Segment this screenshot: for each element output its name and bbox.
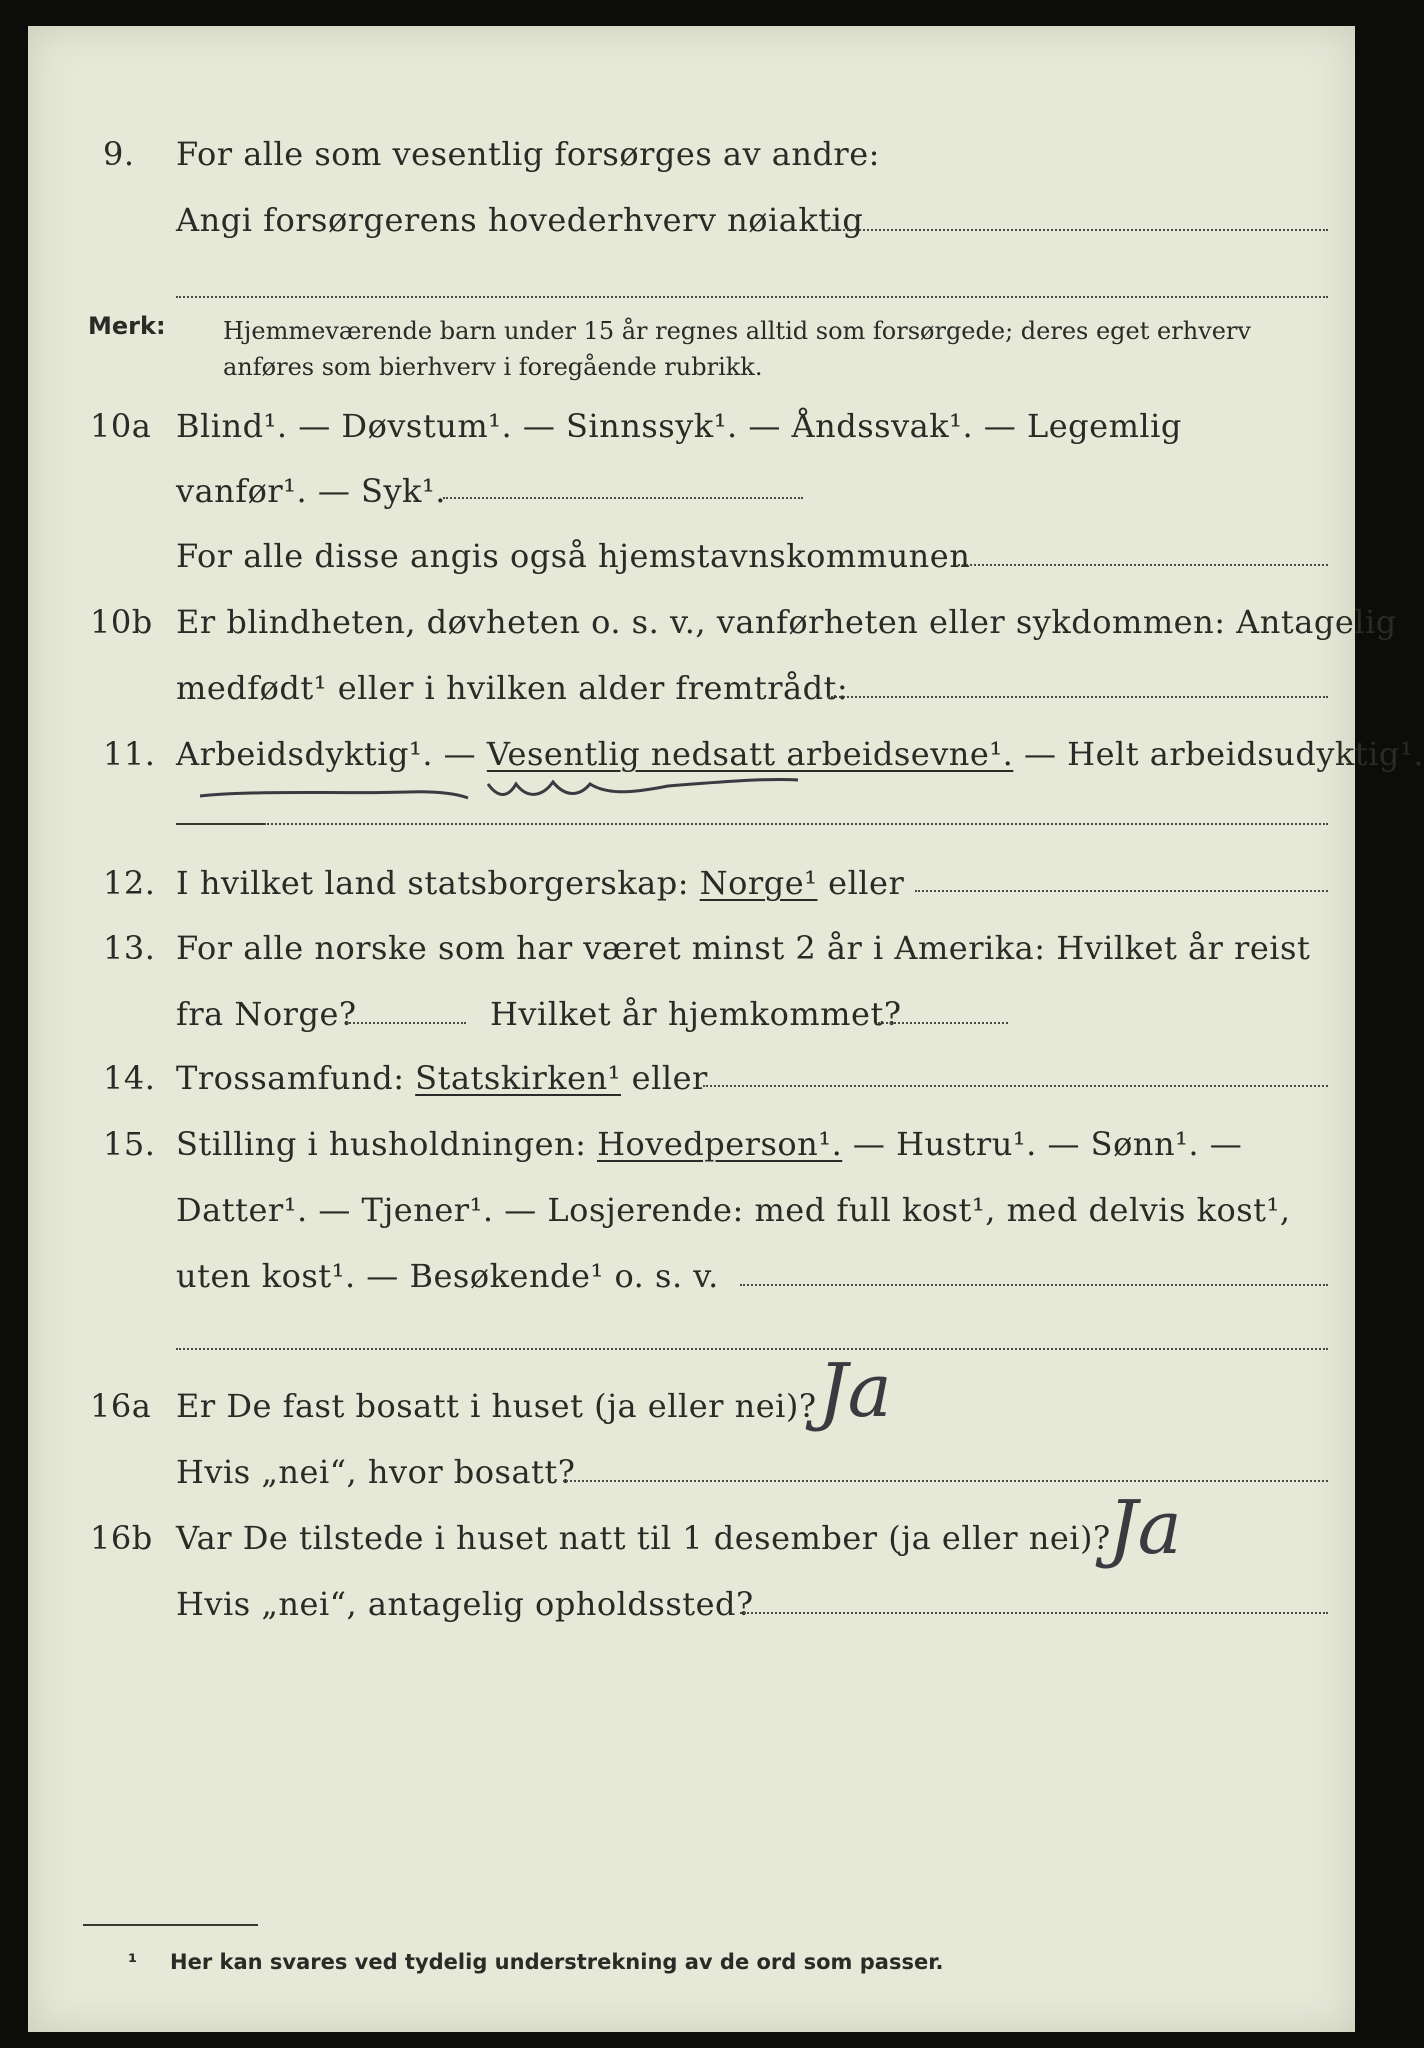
q9-line2: Angi forsørgerens hovederhverv nøiaktig — [176, 201, 864, 239]
q12-opt-norge[interactable]: Norge¹ — [699, 864, 818, 902]
q16b-number: 16b — [90, 1519, 153, 1557]
q10a-number: 10a — [90, 407, 152, 445]
q15-line1-rest: — Hustru¹. — Sønn¹. — — [842, 1125, 1243, 1163]
q11-opt-nedsatt[interactable]: Vesentlig nedsatt arbeidsevne¹. — [486, 735, 1014, 773]
q16a-number: 16a — [90, 1387, 152, 1425]
q15-line3: uten kost¹. — Besøkende¹ o. s. v. — [176, 1257, 719, 1295]
q15-line1 — [176, 1122, 1242, 1166]
q15-stilling-field-2[interactable] — [176, 1348, 1328, 1350]
q10b-line2: medfødt¹ eller i hvilken alder fremtrådt: — [176, 669, 849, 707]
q13-number: 13. — [103, 929, 156, 967]
q16b-opholdssted-field[interactable] — [740, 1612, 1328, 1614]
merk-line2: anføres som bierhverv i foregående rubrikk. — [223, 353, 763, 381]
q13-line2a: fra Norge? — [176, 995, 357, 1033]
q13-hjemkommet-field[interactable] — [878, 1022, 1008, 1024]
q14-number: 14. — [103, 1059, 156, 1097]
q11-sep: — — [433, 735, 487, 773]
q11-number: 11. — [103, 735, 156, 773]
q16a-bosatt-field[interactable] — [563, 1480, 1328, 1482]
q10a-line1: Blind¹. — Døvstum¹. — Sinnssyk¹. — Åndssvak¹. — Legemlig — [176, 407, 1182, 445]
q16a-handwritten-answer[interactable]: Ja — [818, 1348, 892, 1434]
q12-line — [176, 861, 904, 905]
q10a-line3: For alle disse angis også hjemstavnskommunen — [176, 537, 971, 575]
q16b-line2: Hvis „nei“, antagelig opholdssted? — [176, 1585, 754, 1623]
q12-text: I hvilket land statsborgerskap: — [176, 864, 689, 902]
merk-label: Merk: — [88, 312, 166, 340]
q13-line1: For alle norske som har været minst 2 år i Amerika: Hvilket år reist — [176, 929, 1311, 967]
census-form-page — [28, 26, 1424, 2032]
q15-line2: Datter¹. — Tjener¹. — Losjerende: med full kost¹, med delvis kost¹, — [176, 1191, 1291, 1229]
q14-opt-statskirken[interactable]: Statskirken¹ — [415, 1059, 621, 1097]
q12-tail: eller — [828, 864, 905, 902]
q11-opt-arbeidsdyktig[interactable]: Arbeidsdyktig¹. — [176, 735, 433, 773]
q10a-hjemstavn-field[interactable] — [958, 564, 1328, 566]
q9-answer-field[interactable] — [828, 229, 1328, 231]
q10a-line2: vanfør¹. — Syk¹. — [176, 472, 446, 510]
q14-text: Trossamfund: — [176, 1059, 405, 1097]
q9-line1: For alle som vesentlig forsørges av andre: — [176, 135, 880, 173]
q10b-line1: Er blindheten, døvheten o. s. v., vanførheten eller sykdommen: Antagelig — [176, 603, 1397, 641]
q16a-line2: Hvis „nei“, hvor bosatt? — [176, 1453, 576, 1491]
q11-answer-rule — [176, 823, 264, 825]
q10a-syk-field[interactable] — [443, 497, 803, 499]
q13-line2b: Hvilket år hjemkommet? — [490, 995, 902, 1033]
footnote-rule — [83, 1924, 258, 1926]
q9-number: 9. — [103, 135, 135, 173]
q12-land-field[interactable] — [915, 890, 1328, 892]
q10b-number: 10b — [90, 603, 153, 641]
q12-number: 12. — [103, 864, 156, 902]
q13-reist-field[interactable] — [346, 1022, 466, 1024]
q11-answer-field[interactable] — [264, 823, 1328, 825]
merk-line1: Hjemmeværende barn under 15 år regnes alltid som forsørgede; deres eget erhverv — [223, 317, 1251, 345]
q16a-line1: Er De fast bosatt i huset (ja eller nei)? — [176, 1387, 817, 1425]
q14-line — [176, 1056, 708, 1100]
q16b-handwritten-answer[interactable]: Ja — [1108, 1485, 1182, 1571]
q15-label: Stilling i husholdningen: — [176, 1125, 587, 1163]
q16b-line1: Var De tilstede i huset natt til 1 desember (ja eller nei)? — [176, 1519, 1111, 1557]
q14-tail: eller — [631, 1059, 708, 1097]
q10b-alder-field[interactable] — [828, 696, 1328, 698]
q9-answer-field-2[interactable] — [176, 296, 1328, 298]
q11-rest: — Helt arbeidsudyktig¹. — [1013, 735, 1424, 773]
footnote-mark: ¹ — [128, 1950, 138, 1974]
footnote-text: Her kan svares ved tydelig understrekning av de ord som passer. — [170, 1950, 944, 1974]
q15-opt-hovedperson[interactable]: Hovedperson¹. — [597, 1125, 843, 1163]
q15-number: 15. — [103, 1125, 156, 1163]
q15-stilling-field[interactable] — [740, 1284, 1328, 1286]
q14-trossamfund-field[interactable] — [703, 1085, 1328, 1087]
q11-handwritten-underline — [198, 764, 898, 814]
